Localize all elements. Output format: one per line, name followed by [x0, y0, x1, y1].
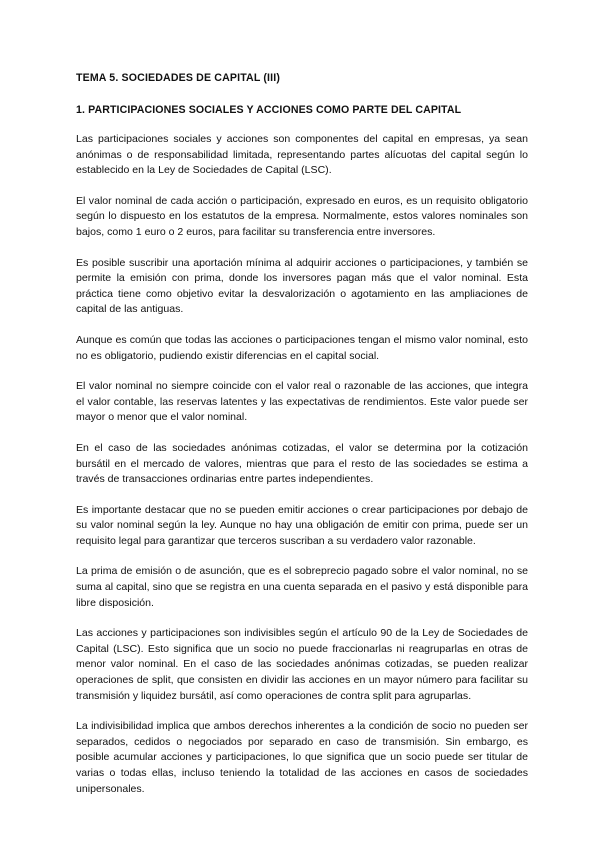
paragraph-4: Aunque es común que todas las acciones o participaciones tengan el mismo valor nominal, esto no es obligatorio, pudiendo existir diferencias en el capital social.	[76, 333, 528, 362]
paragraph-7: Es importante destacar que no se pueden emitir acciones o crear participaciones por debajo de su valor nominal según la ley. Aunque no hay una obligación de emitir con prima, puede ser un requisito legal para garantizar que terceros suscriban a su verdadero valor razonable.	[76, 503, 528, 547]
paragraph-5: El valor nominal no siempre coincide con el valor real o razonable de las acciones, que integra el valor contable, las reservas latentes y las expectativas de rendimientos. Este valor puede ser mayor o menor que el valor nominal.	[76, 380, 528, 424]
paragraph-8: La prima de emisión o de asunción, que es el sobreprecio pagado sobre el valor nominal, no se suma al capital, sino que se registra en una cuenta separada en el pasivo y está disponible para libre disposición.	[76, 565, 528, 609]
paragraph-10: La indivisibilidad implica que ambos derechos inherentes a la condición de socio no pueden ser separados, cedidos o negociados por separado en caso de transmisión. Sin embargo, es posible acumular acciones y participaciones, lo que significa que un socio puede ser titular de varias o todas ellas, incluso teniendo la totalidad de las acciones en casos de sociedades unipersonales.	[76, 720, 528, 795]
document-page	[76, 71, 528, 812]
paragraph-2: El valor nominal de cada acción o participación, expresado en euros, es un requisito obligatorio según lo dispuesto en los estatutos de la empresa. Normalmente, estos valores nominales son bajos, como 1 euro o 2 euros, para facilitar su transferencia entre inversores.	[76, 194, 528, 238]
paragraph-9: Las acciones y participaciones son indivisibles según el artículo 90 de la Ley de Sociedades de Capital (LSC). Esto significa que un socio no puede fraccionarlas ni reagruparlas en otras de menor valor nominal. En el caso de las sociedades anónimas cotizadas, se pueden realizar operaciones de split, que consisten en dividir las acciones en un mayor número para facilitar su transmisión y liquidez bursátil, así como operaciones de contra split para agruparlas.	[76, 627, 528, 702]
document-title: TEMA 5. SOCIEDADES DE CAPITAL (III)	[76, 72, 280, 84]
paragraph-1: Las participaciones sociales y acciones son componentes del capital en empresas, ya sean anónimas o de responsabilidad limitada, representando partes alícuotas del capital según lo establecido en la Ley de Sociedades de Capital (LSC).	[76, 133, 528, 177]
paragraph-3: Es posible suscribir una aportación mínima al adquirir acciones o participaciones, y también se permite la emisión con prima, donde los inversores pagan más que el valor nominal. Esta práctica tiene como objetivo evitar la desvalorización o agotamiento en las ampliaciones de capital de las antiguas.	[76, 256, 528, 316]
section-title: 1. PARTICIPACIONES SOCIALES Y ACCIONES COMO PARTE DEL CAPITAL	[76, 104, 462, 116]
paragraph-6: En el caso de las sociedades anónimas cotizadas, el valor se determina por la cotización bursátil en el mercado de valores, mientras que para el resto de las sociedades se estima a través de transacciones ordinarias entre partes independientes.	[76, 441, 528, 486]
